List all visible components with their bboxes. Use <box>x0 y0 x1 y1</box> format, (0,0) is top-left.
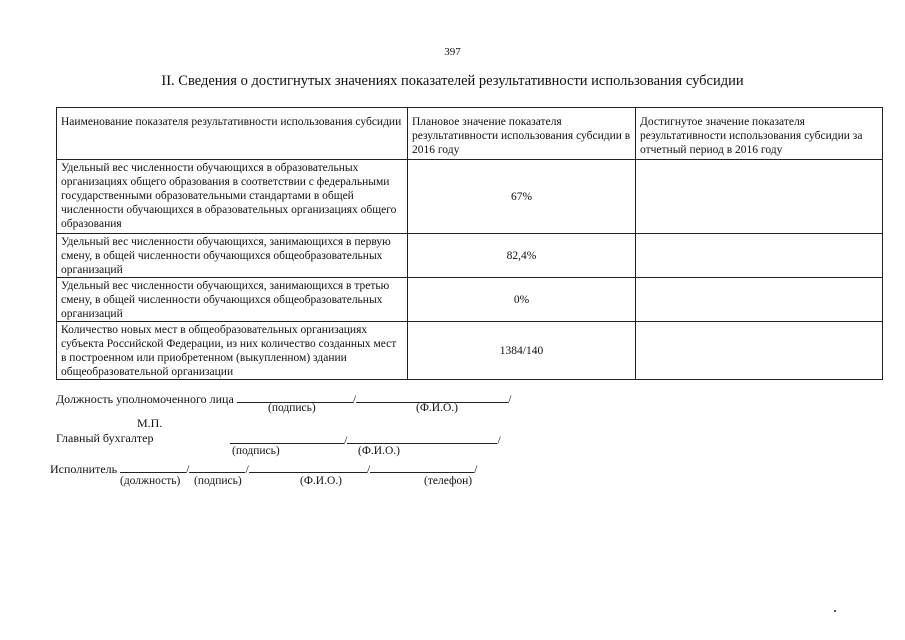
planned-value-cell: 67% <box>408 160 636 234</box>
executor-signature-line <box>50 460 478 477</box>
indicator-name-cell: Удельный вес численности обучающихся, занимающихся в первую смену, в общей численности обучающихся общеобразовательных организаций <box>57 234 408 278</box>
indicator-name-cell: Удельный вес численности обучающихся в образовательных организациях общего образования в соответствии с федеральными государственными образовательными стандартами в общей численности обучающихся в образовательных организациях общего образования <box>57 160 408 234</box>
executor-signature-caption: (подпись) <box>194 475 242 487</box>
executor-phone-blank <box>370 460 474 473</box>
executor-label: Исполнитель <box>50 462 118 476</box>
separator: / <box>497 433 501 447</box>
separator: / <box>245 462 249 476</box>
chief-name-blank <box>347 431 497 444</box>
executor-name-blank <box>249 460 367 473</box>
separator: / <box>508 392 512 406</box>
executor-position-blank <box>120 460 186 473</box>
indicator-name-cell: Количество новых мест в общеобразовательных организациях субъекта Российской Федерации, из них количество созданных мест в построенном или приобретенном (выкупленном) здании общеобразовательной организации <box>57 322 408 380</box>
official-signature-caption: (подпись) <box>268 402 316 414</box>
header-achieved-value: Достигнутое значение показателя результативности использования субсидии за отчетный период в 2016 году <box>636 108 883 160</box>
planned-value-cell: 0% <box>408 278 636 322</box>
achieved-value-cell <box>636 322 883 380</box>
indicator-name-cell: Удельный вес численности обучающихся, занимающихся в третью смену, в общей численности обучающихся общеобразовательных организаций <box>57 278 408 322</box>
chief-signature-caption: (подпись) <box>232 445 280 457</box>
separator: / <box>352 392 357 406</box>
planned-value-cell: 82,4% <box>408 234 636 278</box>
scan-speck <box>834 610 836 612</box>
separator: / <box>366 462 371 476</box>
table-row <box>57 278 883 322</box>
stamp-label: М.П. <box>137 416 163 430</box>
chief-name-caption: (Ф.И.О.) <box>358 445 400 457</box>
executor-signature-blank <box>189 460 245 473</box>
separator: / <box>186 462 190 476</box>
executor-position-caption: (должность) <box>120 475 181 487</box>
table-row <box>57 322 883 380</box>
achieved-value-cell <box>636 234 883 278</box>
chief-signature-blank <box>230 431 344 444</box>
official-name-caption: (Ф.И.О.) <box>416 402 458 414</box>
achieved-value-cell <box>636 160 883 234</box>
section-title: II. Сведения о достигнутых значениях показателей результативности использования субсидии <box>161 73 744 89</box>
planned-value-cell: 1384/140 <box>408 322 636 380</box>
achieved-value-cell <box>636 278 883 322</box>
table-row <box>57 234 883 278</box>
page-number: 397 <box>444 46 461 58</box>
table-row <box>57 160 883 234</box>
executor-phone-caption: (телефон) <box>424 475 473 487</box>
official-label: Должность уполномоченного лица <box>56 392 234 406</box>
header-indicator-name: Наименование показателя результативности использования субсидии <box>57 108 408 160</box>
header-planned-value: Плановое значение показателя результативности использования субсидии в 2016 году <box>408 108 636 160</box>
table-header-row <box>57 108 883 160</box>
chief-accountant-label: Главный бухгалтер <box>56 431 154 445</box>
indicators-table <box>56 107 883 380</box>
executor-name-caption: (Ф.И.О.) <box>300 475 342 487</box>
separator: / <box>474 462 478 476</box>
separator: / <box>344 433 348 447</box>
